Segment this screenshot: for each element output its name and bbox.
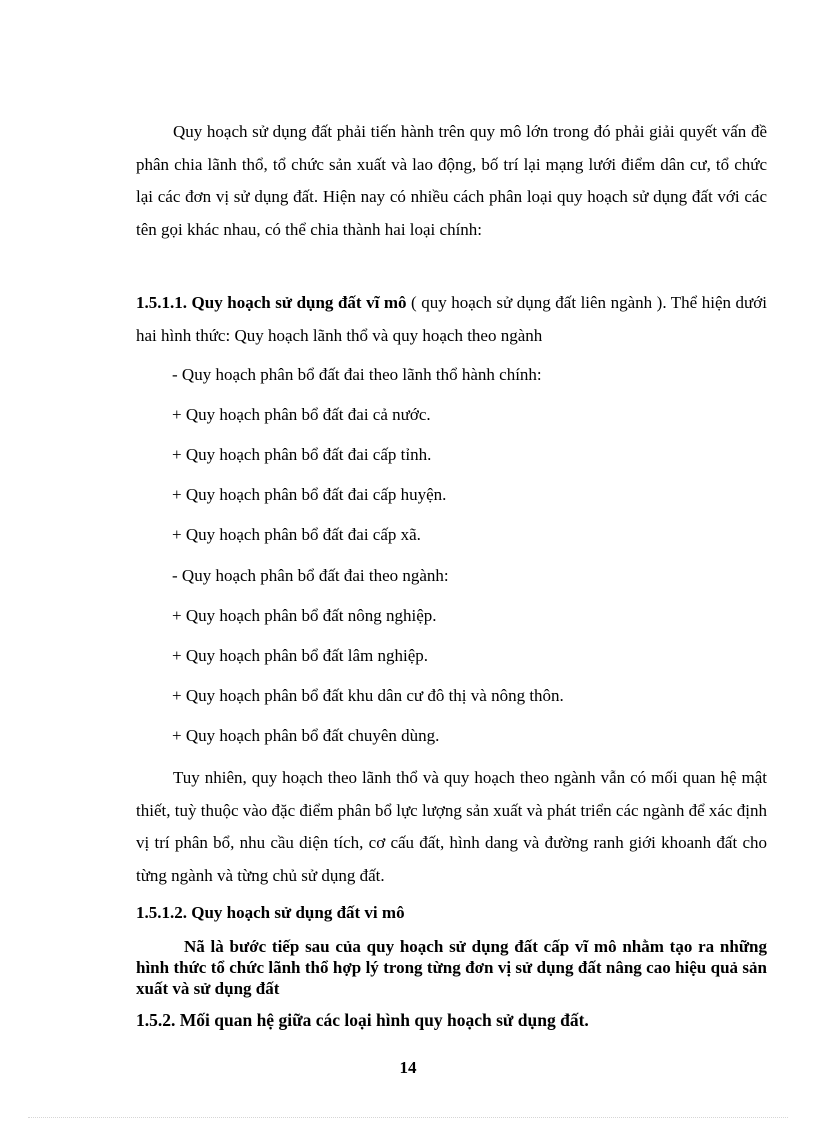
section-1512-body: Nã là bước tiếp sau của quy hoạch sử dụng đất cấp vĩ mô nhằm tạo ra những hình thức tổ chức lãnh thổ hợp lý trong từng đơn vị sử dụng đất nâng cao hiệu quả sản xuất và sử dụng đất [136,937,767,998]
sector-item: + Quy hoạch phân bổ đất khu dân cư đô thị và nông thôn. [172,686,564,705]
admin-item: + Quy hoạch phân bổ đất đai cấp tỉnh. [172,445,432,464]
sector-heading: - Quy hoạch phân bổ đất đai theo ngành: [172,566,449,585]
admin-heading: - Quy hoạch phân bổ đất đai theo lãnh thổ hành chính: [172,365,542,384]
intro-paragraph: Quy hoạch sử dụng đất phải tiến hành trên quy mô lớn trong đó phải giải quyết vấn đề phân chia lãnh thổ, tổ chức sản xuất và lao động, bố trí lại mạng lưới điểm dân cư, tổ chức lại các đơn vị sử dụng đất. Hiện nay có nhiều cách phân loại quy hoạch sử dụng đất với các tên gọi khác nhau, có thể chia thành hai loại chính: [136,122,767,239]
footer-divider [28,1117,788,1118]
sector-item: + Quy hoạch phân bổ đất nông nghiệp. [172,606,437,625]
sector-item: + Quy hoạch phân bổ đất lâm nghiệp. [172,646,429,665]
however-paragraph: Tuy nhiên, quy hoạch theo lãnh thổ và quy hoạch theo ngành vẫn có mối quan hệ mật thiết, tuỳ thuộc vào đặc điểm phân bổ lực lượng sản xuất và phát triển các ngành để xác định vị trí phân bổ, nhu cầu diện tích, cơ cấu đất, hình dang và đường ranh giới khoanh đất cho từng ngành và từng chủ sử dụng đất. [136,768,767,885]
section-1511-text: ( quy hoạch sử dụng đất liên ngành ). Thể hiện dưới hai hình thức: Quy hoạch lãnh thổ và quy hoạch theo ngành [136,293,767,345]
section-1511-paragraph [136,287,767,352]
admin-item: + Quy hoạch phân bổ đất đai cấp xã. [172,525,421,544]
section-1512-heading: 1.5.1.2. Quy hoạch sử dụng đất vi mô [136,903,405,922]
page-number: 14 [399,1058,417,1077]
admin-item: + Quy hoạch phân bổ đất đai cả nước. [172,405,431,424]
section-1511-heading: 1.5.1.1. Quy hoạch sử dụng đất vĩ mô [136,293,407,312]
sector-item: + Quy hoạch phân bổ đất chuyên dùng. [172,726,440,745]
admin-item: + Quy hoạch phân bổ đất đai cấp huyện. [172,485,447,504]
section-152-heading: 1.5.2. Mối quan hệ giữa các loại hình quy hoạch sử dụng đất. [136,1010,589,1030]
